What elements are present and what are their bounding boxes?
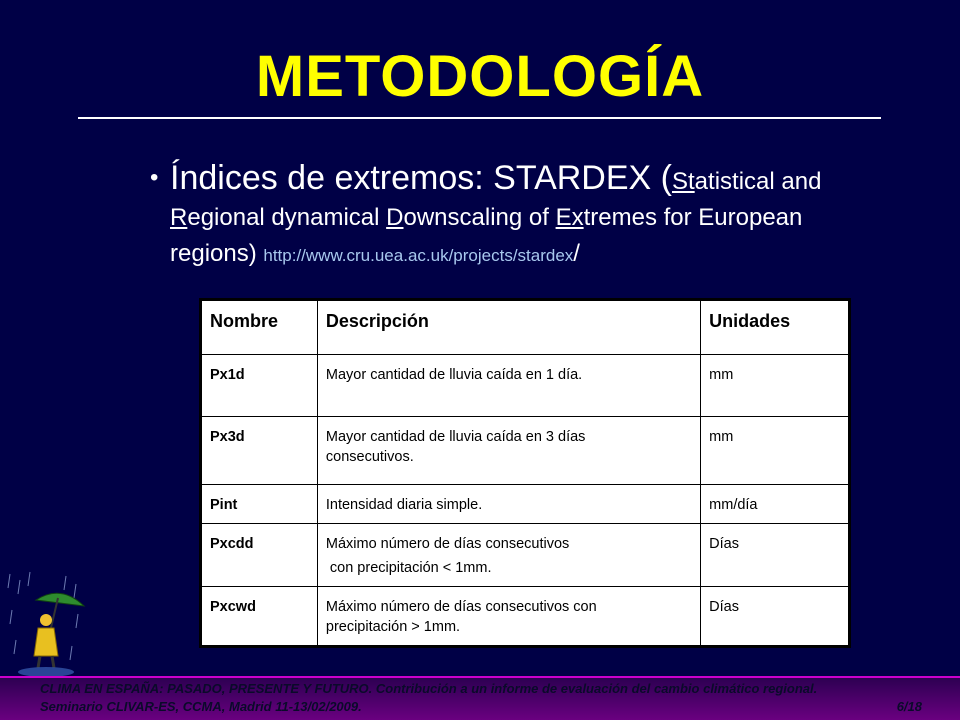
rain-umbrella-figure-icon xyxy=(6,570,86,680)
cell-unit: Días xyxy=(701,524,849,587)
table-row xyxy=(202,417,849,485)
desc-line: consecutivos. xyxy=(325,449,414,465)
cell-name: Pint xyxy=(202,485,318,524)
desc-line: precipitación > 1mm. xyxy=(325,619,461,635)
acronym-r: R xyxy=(170,204,188,231)
cell-name: Pxcwd xyxy=(202,587,318,646)
header-nombre: Nombre xyxy=(202,301,318,355)
cell-description xyxy=(317,524,700,587)
footer-divider xyxy=(0,676,960,678)
cell-unit: Días xyxy=(701,587,849,646)
desc-line: Intensidad diaria simple. xyxy=(325,497,483,513)
cell-unit: mm xyxy=(701,417,849,485)
desc-line: Mayor cantidad de lluvia caída en 3 días xyxy=(325,429,586,445)
acronym-d: D xyxy=(386,204,404,231)
cell-name: Px1d xyxy=(202,355,318,417)
cell-description xyxy=(317,587,700,646)
footer-line-2 xyxy=(40,698,922,716)
bullet-text: ownscaling of xyxy=(403,204,556,231)
cell-unit: mm xyxy=(701,355,849,417)
acronym-ex: Ex xyxy=(555,204,584,231)
bullet-text: / xyxy=(573,240,580,267)
footer xyxy=(40,680,922,716)
cell-description xyxy=(317,485,700,524)
bullet-text: tremes for European regions) xyxy=(170,204,803,267)
indices-table xyxy=(199,298,851,648)
table-row xyxy=(202,587,849,646)
acronym-st: St xyxy=(671,168,695,195)
bullet-text: atistical and xyxy=(694,168,822,195)
bullet-item xyxy=(150,159,870,274)
cell-description xyxy=(317,417,700,485)
desc-line: Mayor cantidad de lluvia caída en 1 día. xyxy=(325,367,583,383)
desc-line: Máximo número de días consecutivos xyxy=(325,536,570,552)
desc-line: Máximo número de días consecutivos con xyxy=(325,599,597,615)
table-row xyxy=(202,485,849,524)
header-descripcion: Descripción xyxy=(317,301,700,355)
slide-title: METODOLOGÍA xyxy=(255,44,705,109)
cell-description xyxy=(317,355,700,417)
footer-line-1: CLIMA EN ESPAÑA: PASADO, PRESENTE Y FUTURO. Contribución a un informe de evaluación del cambio climático regional. xyxy=(40,681,818,696)
header-unidades: Unidades xyxy=(701,301,849,355)
page-number: 6/18 xyxy=(896,699,922,714)
table-header-row xyxy=(202,301,849,355)
desc-line: con precipitación < 1mm. xyxy=(325,560,492,576)
cell-unit: mm/día xyxy=(701,485,849,524)
table-row xyxy=(202,524,849,587)
bullet-dot-icon: • xyxy=(150,164,159,191)
footer-seminar: Seminario CLIVAR-ES, CCMA, Madrid 11-13/02/2009. xyxy=(40,699,362,714)
bullet-text: egional dynamical xyxy=(187,204,387,231)
bullet-lead: Índices de extremos: STARDEX ( xyxy=(170,159,672,197)
title-divider xyxy=(78,117,881,119)
table-row xyxy=(202,355,849,417)
stardex-link[interactable]: http://www.cru.uea.ac.uk/projects/stardex xyxy=(263,246,574,265)
cell-name: Px3d xyxy=(202,417,318,485)
cell-name: Pxcdd xyxy=(202,524,318,587)
